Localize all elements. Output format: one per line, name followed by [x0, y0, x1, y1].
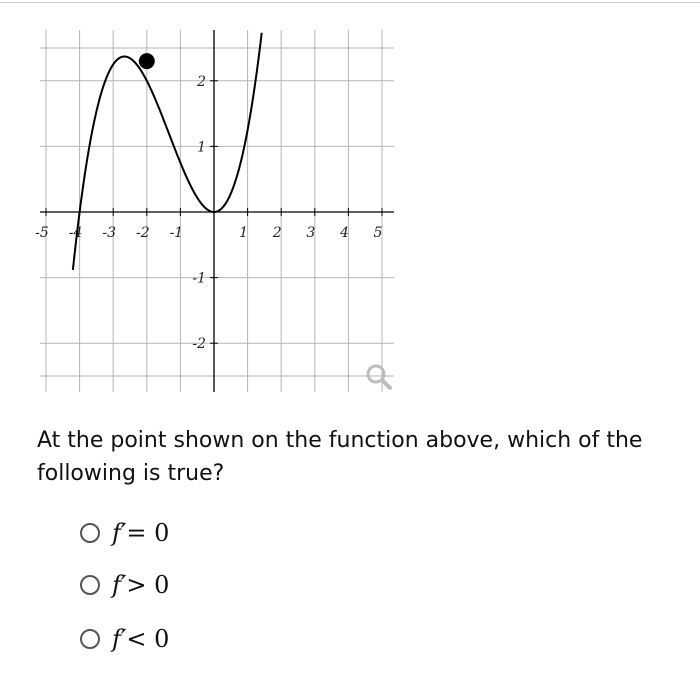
option-label	[112, 625, 169, 653]
highlighted-point	[139, 53, 155, 69]
option-symbol: f′	[112, 571, 127, 599]
function-graph	[0, 0, 420, 400]
graph-canvas	[0, 0, 420, 400]
x-tick-label: -4	[68, 225, 83, 241]
question-text: At the point shown on the function above, which of the following is true?	[37, 428, 643, 486]
option-relation: < 0	[126, 625, 170, 653]
option-symbol: f′	[112, 519, 127, 547]
y-tick-label: 2	[197, 73, 206, 90]
option-label	[112, 571, 169, 599]
zoom-button[interactable]	[362, 362, 396, 392]
option-f-prime-less-zero[interactable]	[80, 621, 169, 657]
radio-button[interactable]	[80, 523, 100, 543]
x-tick-label: -2	[135, 225, 150, 241]
option-relation: = 0	[126, 519, 170, 547]
x-ticks	[35, 208, 382, 241]
option-label	[112, 519, 169, 547]
function-curve	[73, 33, 262, 270]
x-tick-label: 1	[239, 225, 249, 241]
option-symbol: f′	[112, 625, 127, 653]
option-f-prime-equals-zero[interactable]	[80, 515, 169, 551]
x-tick-label: 4	[339, 225, 349, 241]
y-tick-label: -2	[192, 336, 206, 353]
radio-button[interactable]	[80, 629, 100, 649]
x-tick-label: -3	[102, 225, 117, 241]
option-f-prime-greater-zero[interactable]	[80, 567, 169, 603]
radio-button[interactable]	[80, 575, 100, 595]
magnifier-icon	[362, 362, 396, 392]
option-relation: > 0	[126, 571, 170, 599]
y-tick-label: -1	[192, 270, 206, 287]
x-tick-label: -1	[169, 225, 184, 241]
x-tick-label: 3	[306, 225, 316, 241]
x-tick-label: -5	[35, 225, 49, 241]
x-tick-label: 5	[373, 225, 383, 241]
x-tick-label: 2	[272, 225, 282, 241]
y-tick-label: 1	[197, 139, 206, 156]
